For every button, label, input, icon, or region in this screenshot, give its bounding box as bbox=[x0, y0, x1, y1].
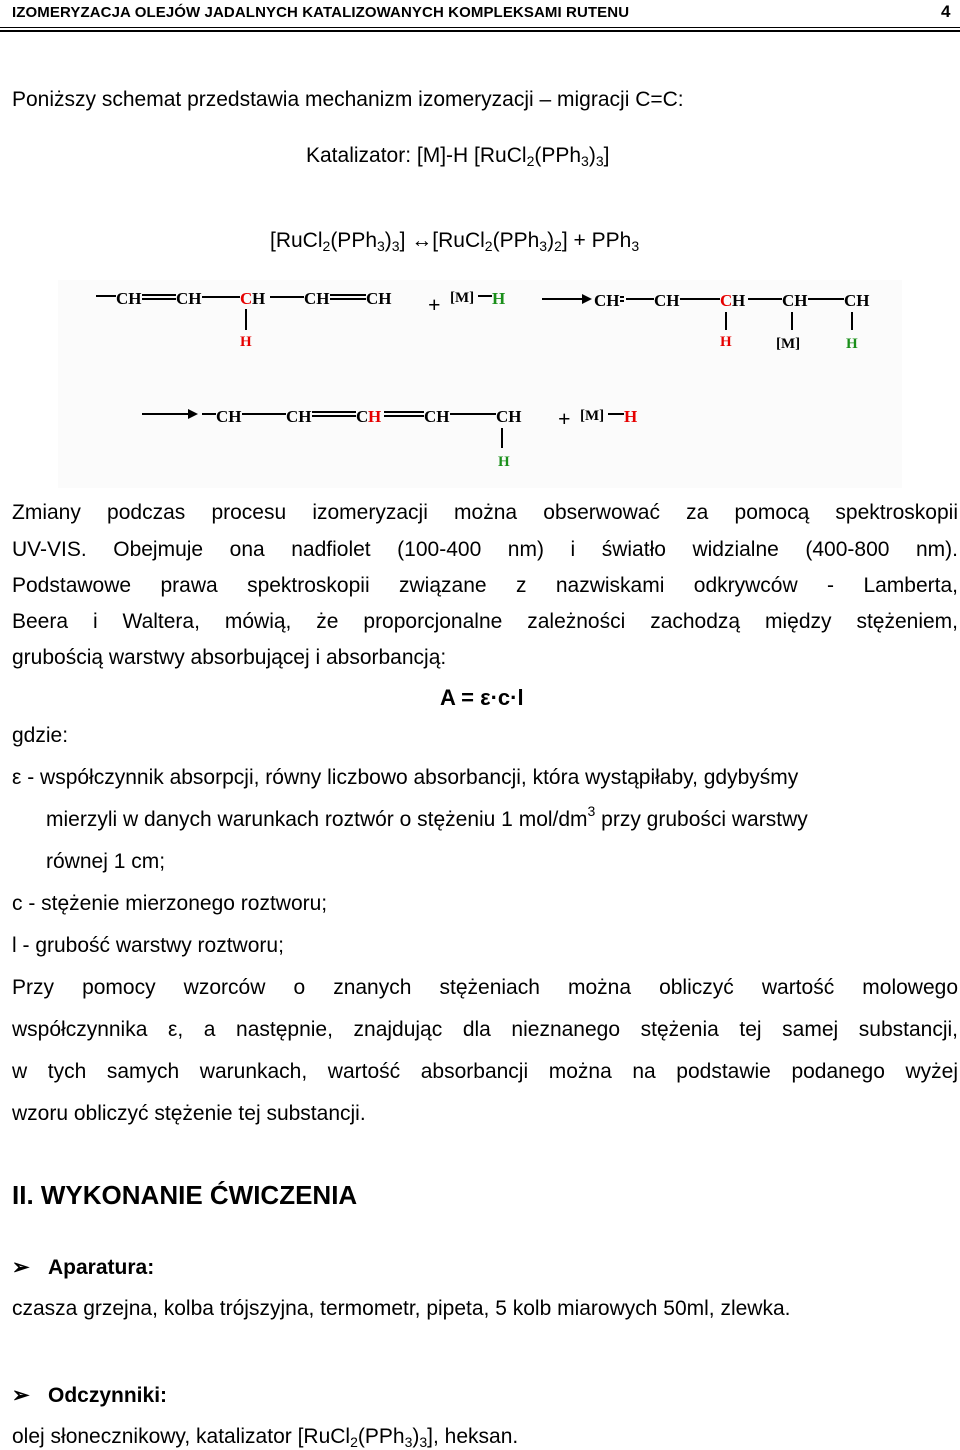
scheme-ch: CH bbox=[496, 407, 522, 426]
scheme-c: C bbox=[356, 407, 369, 426]
scheme-h: H bbox=[732, 291, 746, 310]
scheme-c-red: C bbox=[720, 291, 733, 310]
scheme-ch: CH bbox=[116, 289, 142, 308]
scheme-h-green: H bbox=[492, 289, 506, 308]
aparatura-label: Aparatura: bbox=[48, 1256, 155, 1279]
scheme-ch: CH bbox=[304, 289, 330, 308]
epsilon-def-line3: równej 1 cm; bbox=[46, 850, 166, 873]
scheme-ch: CH bbox=[216, 407, 242, 426]
running-header-title: IZOMERYZACJA OLEJÓW JADALNYCH KATALIZOWANYCH KOMPLEKSAMI RUTENU bbox=[12, 4, 630, 21]
scheme-h-red: H bbox=[720, 334, 732, 350]
para1-line3: Podstawowe prawa spektroskopii związane z nazwiskami odkrywców - Lamberta, bbox=[12, 574, 958, 597]
para2-line3: w tych samych warunkach, wartość absorbancji można na podstawie podanego wyżej bbox=[12, 1060, 958, 1083]
l-definition: l - grubość warstwy roztworu; bbox=[12, 934, 284, 957]
scheme-h-red: H bbox=[240, 334, 252, 350]
scheme-c-red: C bbox=[240, 289, 253, 308]
arrow-bullet-icon: ➢ bbox=[12, 1256, 30, 1279]
scheme-m: [M] bbox=[776, 336, 801, 352]
odczynniki-label: Odczynniki: bbox=[48, 1384, 168, 1407]
para1-line5: grubością warstwy absorbującej i absorbancją: bbox=[12, 646, 447, 669]
para2-line2: współczynnika ε, a następnie, znajdując dla nieznanego stężenia tej samej substancji, bbox=[12, 1018, 958, 1041]
scheme-plus: + bbox=[428, 292, 441, 317]
intro-text: Poniższy schemat przedstawia mechanizm izomeryzacji – migracji C=C: bbox=[12, 88, 684, 111]
scheme-ch: CH bbox=[176, 289, 202, 308]
scheme-ch: CH bbox=[654, 291, 680, 310]
reaction-scheme bbox=[58, 280, 902, 488]
scheme-ch: CH bbox=[366, 289, 392, 308]
catalyst-line: Katalizator: [M]-H $[RuCl_2(PPh_3)_3]$ bbox=[306, 144, 610, 169]
para1-line1: Zmiany podczas procesu izomeryzacji można obserwować za pomocą spektroskopii bbox=[12, 501, 958, 524]
para2-line1: Przy pomocy wzorców o znanych stężeniach można obliczyć wartość molowego bbox=[12, 976, 958, 999]
scheme-m: [M] bbox=[450, 290, 475, 306]
equilibrium-arrow: ↔ bbox=[411, 229, 433, 252]
scheme-h-red: H bbox=[624, 407, 638, 426]
page-number: 4 bbox=[941, 2, 951, 21]
scheme-ch: CH bbox=[782, 291, 808, 310]
para1-line2: UV-VIS. Obejmuje ona nadfiolet (100-400 nm) i światło widzialne (400-800 nm). bbox=[12, 538, 958, 561]
scheme-h-green: H bbox=[846, 336, 858, 352]
scheme-ch: CH bbox=[844, 291, 870, 310]
section-title: II. WYKONANIE ĆWICZENIA bbox=[12, 1180, 358, 1210]
scheme-ch: CH bbox=[286, 407, 312, 426]
scheme-h-green: H bbox=[498, 454, 510, 470]
scheme-ch: CH bbox=[424, 407, 450, 426]
epsilon-def-line1: ε - współczynnik absorpcji, równy liczbowo absorbancji, która wystąpiłaby, gdybyśmy bbox=[12, 766, 799, 789]
odczynniki-text: olej słonecznikowy, katalizator $[RuCl_2(PPh_3)_3]$, heksan. bbox=[12, 1425, 519, 1450]
para1-line4: Beera i Waltera, mówią, że proporcjonalne zależności zachodzą między stężeniem, bbox=[12, 610, 958, 633]
gdzie-label: gdzie: bbox=[12, 724, 69, 747]
header-rule-thick bbox=[0, 30, 960, 32]
equilibrium-line: $[RuCl_2(PPh_3)_3]$ $\leftrightarrow[RuCl_2(PPh_3)_2] + PPh_3$ bbox=[270, 229, 640, 254]
odczynniki-heading bbox=[12, 1383, 167, 1408]
scheme-h-red: H bbox=[368, 407, 382, 426]
aparatura-heading bbox=[12, 1255, 154, 1280]
beer-lambert-formula: A = ε·c·l bbox=[440, 685, 524, 710]
header-rule bbox=[0, 27, 960, 28]
para2-line4: wzoru obliczyć stężenie tej substancji. bbox=[12, 1102, 366, 1125]
scheme-m: [M] bbox=[580, 408, 605, 424]
scheme-h: H bbox=[252, 289, 266, 308]
arrow-bullet-icon: ➢ bbox=[12, 1384, 30, 1407]
scheme-ch: CH bbox=[594, 291, 620, 310]
epsilon-def-line2: mierzyli w danych warunkach roztwór o stężeniu 1 mol/$dm^3$ przy grubości warstwy bbox=[46, 803, 808, 831]
c-definition: c - stężenie mierzonego roztworu; bbox=[12, 892, 328, 915]
aparatura-text: czasza grzejna, kolba trójszyjna, termometr, pipeta, 5 kolb miarowych 50ml, zlewka. bbox=[12, 1297, 791, 1320]
scheme-plus: + bbox=[558, 406, 571, 431]
